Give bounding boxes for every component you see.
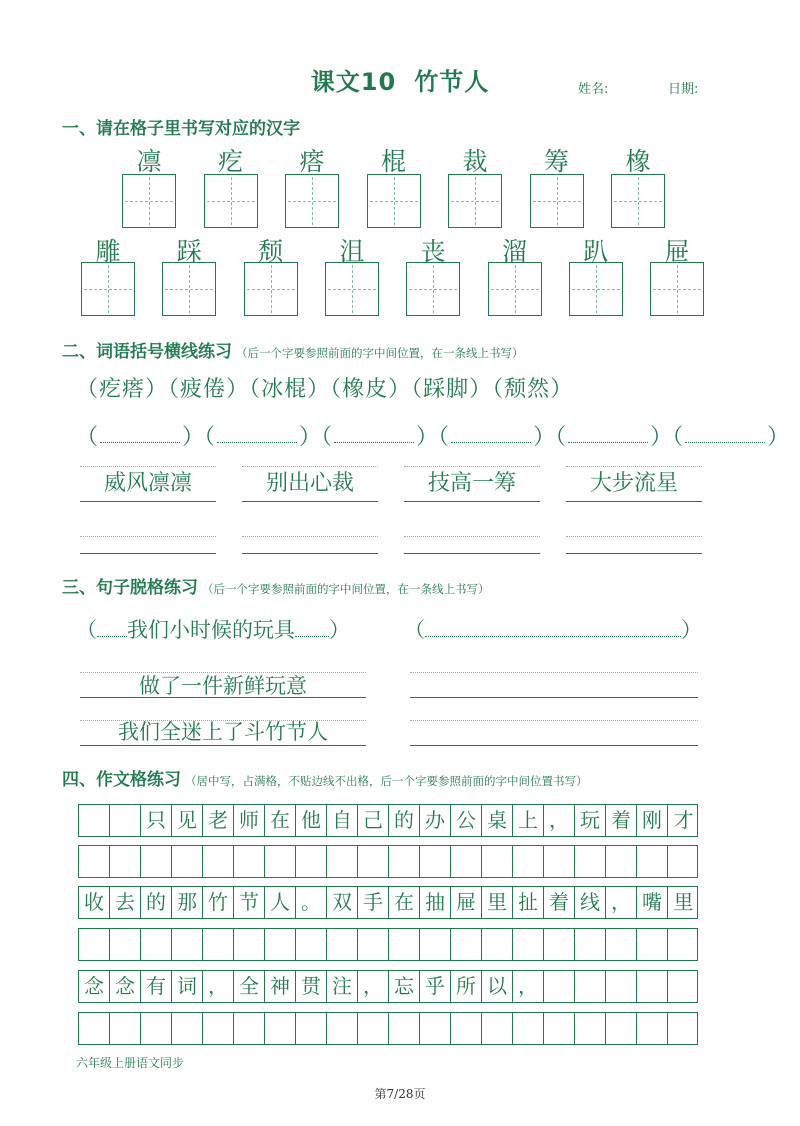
composition-cell[interactable] — [79, 805, 110, 836]
composition-cell[interactable]: 去 — [110, 887, 141, 918]
writing-box[interactable] — [81, 262, 135, 316]
composition-cell[interactable]: 忘 — [389, 971, 420, 1002]
writing-box[interactable] — [122, 174, 176, 228]
sentence-2-blank[interactable] — [410, 672, 698, 698]
composition-cell[interactable]: 里 — [482, 887, 513, 918]
composition-cell[interactable] — [451, 1013, 482, 1044]
composition-cell[interactable] — [544, 846, 575, 877]
composition-cell[interactable]: ， — [606, 887, 637, 918]
composition-cell[interactable] — [668, 971, 699, 1002]
composition-cell[interactable] — [575, 971, 606, 1002]
composition-cell[interactable]: 自 — [327, 805, 358, 836]
composition-cell[interactable]: 注 — [327, 971, 358, 1002]
section1-heading: 一、请在格子里书写对应的汉字 — [62, 119, 300, 139]
composition-cell[interactable] — [172, 846, 203, 877]
composition-cell[interactable]: 收 — [79, 887, 110, 918]
composition-cell[interactable] — [110, 1013, 141, 1044]
writing-box[interactable] — [530, 174, 584, 228]
composition-cell[interactable]: 竹 — [203, 887, 234, 918]
composition-cell[interactable] — [637, 846, 668, 877]
composition-row — [78, 1012, 698, 1045]
composition-cell[interactable] — [389, 1013, 420, 1044]
writing-box[interactable] — [488, 262, 542, 316]
writing-box[interactable] — [611, 174, 665, 228]
section3-title: 三、句子脱格练习 — [62, 578, 198, 598]
composition-cell[interactable] — [513, 846, 544, 877]
idiom-4: 大步流星 — [566, 466, 702, 502]
composition-cell[interactable] — [110, 929, 141, 960]
writing-box[interactable] — [448, 174, 502, 228]
composition-cell[interactable] — [637, 971, 668, 1002]
composition-cell[interactable] — [141, 929, 172, 960]
composition-cell[interactable] — [668, 1013, 699, 1044]
composition-cell[interactable]: 里 — [673, 890, 694, 914]
composition-cell[interactable] — [637, 1013, 668, 1044]
section3-heading — [62, 573, 490, 598]
writing-box[interactable] — [569, 262, 623, 316]
idiom-blank-1[interactable] — [80, 536, 216, 554]
composition-cell[interactable]: 那 — [172, 887, 203, 918]
char-label: 瘩 — [299, 147, 325, 176]
composition-cell[interactable] — [358, 1013, 389, 1044]
composition-cell[interactable] — [79, 1013, 110, 1044]
char-label: 雕 — [95, 237, 121, 266]
composition-cell[interactable] — [327, 929, 358, 960]
sentence-3: 我们全迷上了斗竹节人 — [118, 720, 328, 744]
composition-cell[interactable] — [203, 846, 234, 877]
composition-cell[interactable] — [420, 929, 451, 960]
writing-box[interactable] — [367, 174, 421, 228]
composition-cell[interactable]: 词 — [172, 971, 203, 1002]
composition-cell[interactable] — [668, 929, 699, 960]
composition-cell[interactable]: 嘴 — [637, 887, 668, 918]
char-label: 橡 — [625, 147, 651, 176]
composition-cell[interactable]: 的 — [141, 887, 172, 918]
composition-cell[interactable]: ， — [358, 971, 389, 1002]
composition-cell[interactable]: 人 — [265, 887, 296, 918]
composition-cell[interactable]: ， — [513, 971, 544, 1002]
composition-cell[interactable]: 玩 — [575, 805, 606, 836]
composition-cell[interactable]: 。 — [296, 887, 327, 918]
composition-cell[interactable] — [544, 929, 575, 960]
composition-cell[interactable]: 在 — [265, 805, 296, 836]
composition-cell[interactable] — [234, 1013, 265, 1044]
composition-cell[interactable] — [296, 846, 327, 877]
idiom-2: 别出心裁 — [242, 466, 378, 502]
composition-cell[interactable] — [110, 846, 141, 877]
word-1: 疙瘩 — [99, 377, 146, 402]
char-label: 丧 — [420, 237, 446, 266]
composition-cell[interactable] — [203, 1013, 234, 1044]
composition-cell[interactable] — [482, 846, 513, 877]
composition-cell[interactable] — [606, 1013, 637, 1044]
composition-cell[interactable] — [451, 929, 482, 960]
composition-cell[interactable]: 念 — [110, 971, 141, 1002]
composition-cell[interactable] — [482, 929, 513, 960]
composition-cell[interactable] — [544, 1013, 575, 1044]
composition-cell[interactable] — [513, 1013, 544, 1044]
composition-cell[interactable] — [389, 846, 420, 877]
composition-cell[interactable]: 师 — [234, 805, 265, 836]
composition-cell[interactable]: 着 — [606, 805, 637, 836]
composition-cell[interactable] — [265, 846, 296, 877]
composition-cell[interactable] — [234, 929, 265, 960]
title-main: 竹节人 — [414, 68, 490, 96]
composition-cell[interactable] — [327, 1013, 358, 1044]
composition-cell[interactable] — [544, 971, 575, 1002]
composition-cell[interactable] — [265, 1013, 296, 1044]
composition-cell[interactable]: 念 — [79, 971, 110, 1002]
writing-box[interactable] — [325, 262, 379, 316]
composition-cell[interactable] — [575, 929, 606, 960]
sentence-3-rule — [80, 720, 366, 746]
composition-cell[interactable] — [575, 846, 606, 877]
writing-box[interactable] — [162, 262, 216, 316]
composition-cell[interactable]: 只 — [141, 805, 172, 836]
composition-cell[interactable]: 他 — [296, 805, 327, 836]
section4-heading — [62, 765, 588, 790]
composition-cell[interactable] — [79, 929, 110, 960]
section4-note: （居中写，占满格，不贴边线不出格，后一个字要参照前面的字中间位置书写） — [185, 774, 588, 788]
idiom-blank-4[interactable] — [566, 536, 702, 554]
composition-cell[interactable] — [358, 846, 389, 877]
word-5: 踩脚 — [423, 377, 470, 402]
section2-note: （后一个字要参照前面的字中间位置，在一条线上书写） — [236, 346, 524, 360]
composition-cell[interactable]: 公 — [451, 805, 482, 836]
composition-cell[interactable] — [265, 929, 296, 960]
date-label: 日期: — [668, 82, 699, 97]
idiom-blank-3[interactable] — [404, 536, 540, 554]
composition-cell[interactable]: 以 — [482, 971, 513, 1002]
char-label: 趴 — [583, 237, 609, 266]
composition-row — [78, 970, 698, 1003]
composition-cell[interactable] — [513, 929, 544, 960]
composition-cell[interactable]: 老 — [203, 805, 234, 836]
composition-cell[interactable] — [172, 1013, 203, 1044]
composition-cell[interactable]: 着 — [544, 887, 575, 918]
word-3: 冰棍 — [261, 377, 308, 402]
char-label: 沮 — [339, 237, 365, 266]
char-label: 裁 — [462, 147, 488, 176]
char-label: 疙 — [217, 147, 243, 176]
composition-cell[interactable]: 办 — [420, 805, 451, 836]
composition-cell[interactable] — [420, 846, 451, 877]
section4-title: 四、作文格练习 — [62, 770, 181, 790]
char-label: 溜 — [501, 237, 527, 266]
composition-cell[interactable]: 全 — [234, 971, 265, 1002]
composition-cell[interactable] — [482, 1013, 513, 1044]
composition-cell[interactable]: 的 — [389, 805, 420, 836]
composition-cell[interactable]: 刚 — [637, 805, 668, 836]
composition-cell[interactable]: 神 — [265, 971, 296, 1002]
sentence-2-rule — [80, 672, 366, 698]
char-label: 凛 — [136, 147, 162, 176]
composition-cell[interactable]: ， — [544, 805, 575, 836]
composition-cell[interactable] — [327, 846, 358, 877]
sentence-blank-paren[interactable]: （ ） — [404, 618, 702, 642]
composition-cell[interactable]: 双 — [327, 887, 358, 918]
composition-cell[interactable]: 桌 — [482, 805, 513, 836]
composition-cell[interactable] — [575, 1013, 606, 1044]
char-label: 颓 — [258, 237, 284, 266]
composition-cell[interactable] — [420, 1013, 451, 1044]
char-label: 屉 — [664, 237, 690, 266]
composition-cell[interactable] — [606, 929, 637, 960]
char-label: 踩 — [176, 237, 202, 266]
sentence-2: 做了一件新鲜玩意 — [139, 674, 307, 698]
composition-cell[interactable] — [451, 846, 482, 877]
composition-cell[interactable]: 在 — [389, 887, 420, 918]
sentence-1-paren: （ 我们小时候的玩具 ） — [76, 618, 350, 642]
sentence-1: 我们小时候的玩具 — [127, 618, 295, 642]
composition-cell[interactable] — [637, 929, 668, 960]
blank-paren-row[interactable]: （ ）（ ）（ ）（ ）（ ）（ ） — [76, 425, 790, 450]
writing-box[interactable] — [406, 262, 460, 316]
writing-box[interactable] — [285, 174, 339, 228]
title-prefix: 课文10 — [310, 68, 397, 96]
word-4: 橡皮 — [342, 377, 389, 402]
composition-row — [78, 928, 698, 961]
composition-cell[interactable]: 线 — [575, 887, 606, 918]
composition-cell[interactable]: 见 — [172, 805, 203, 836]
composition-cell[interactable] — [234, 846, 265, 877]
composition-cell[interactable]: 抽 — [420, 887, 451, 918]
composition-cell[interactable]: 扯 — [513, 887, 544, 918]
composition-cell[interactable]: 节 — [234, 887, 265, 918]
char-label: 棍 — [380, 147, 406, 176]
composition-cell[interactable] — [668, 846, 699, 877]
word-6: 颓然 — [504, 377, 551, 402]
composition-cell[interactable]: 屉 — [451, 887, 482, 918]
composition-cell[interactable]: 己 — [358, 805, 389, 836]
word-paren-row: （疙瘩）（疲倦）（冰棍）（橡皮）（踩脚）（颓然） — [76, 377, 574, 402]
writing-box[interactable] — [244, 262, 298, 316]
composition-row — [78, 845, 698, 878]
section2-heading — [62, 337, 524, 362]
composition-row — [78, 886, 698, 919]
composition-cell[interactable]: 才 — [673, 808, 694, 832]
composition-cell[interactable]: 乎 — [420, 971, 451, 1002]
composition-cell[interactable] — [606, 846, 637, 877]
section3-note: （后一个字要参照前面的字中间位置，在一条线上书写） — [202, 582, 490, 596]
composition-cell[interactable]: 所 — [451, 971, 482, 1002]
composition-cell[interactable] — [79, 846, 110, 877]
composition-cell[interactable] — [358, 929, 389, 960]
word-2: 疲倦 — [180, 377, 227, 402]
name-label: 姓名: — [578, 82, 609, 97]
composition-cell[interactable] — [203, 929, 234, 960]
idiom-1: 威风凛凛 — [80, 466, 216, 502]
writing-box[interactable] — [204, 174, 258, 228]
composition-row — [78, 804, 698, 837]
composition-cell[interactable]: ， — [203, 971, 234, 1002]
composition-cell[interactable] — [172, 929, 203, 960]
composition-cell[interactable] — [110, 805, 141, 836]
composition-cell[interactable] — [296, 929, 327, 960]
sentence-3-blank[interactable] — [410, 720, 698, 746]
composition-cell[interactable] — [389, 929, 420, 960]
composition-cell[interactable]: 手 — [358, 887, 389, 918]
composition-cell[interactable] — [141, 1013, 172, 1044]
composition-cell[interactable]: 有 — [141, 971, 172, 1002]
idiom-blank-2[interactable] — [242, 536, 378, 554]
composition-cell[interactable] — [141, 846, 172, 877]
composition-cell[interactable]: 贯 — [296, 971, 327, 1002]
composition-cell[interactable] — [296, 1013, 327, 1044]
writing-box[interactable] — [650, 262, 704, 316]
idiom-3: 技高一筹 — [404, 466, 540, 502]
composition-cell[interactable] — [606, 971, 637, 1002]
page-number: 第7/28页 — [374, 1087, 426, 1101]
composition-cell[interactable]: 上 — [513, 805, 544, 836]
char-label: 筹 — [543, 147, 569, 176]
footer-book: 六年级上册语文同步 — [76, 1056, 185, 1070]
section2-title: 二、词语括号横线练习 — [62, 342, 232, 362]
